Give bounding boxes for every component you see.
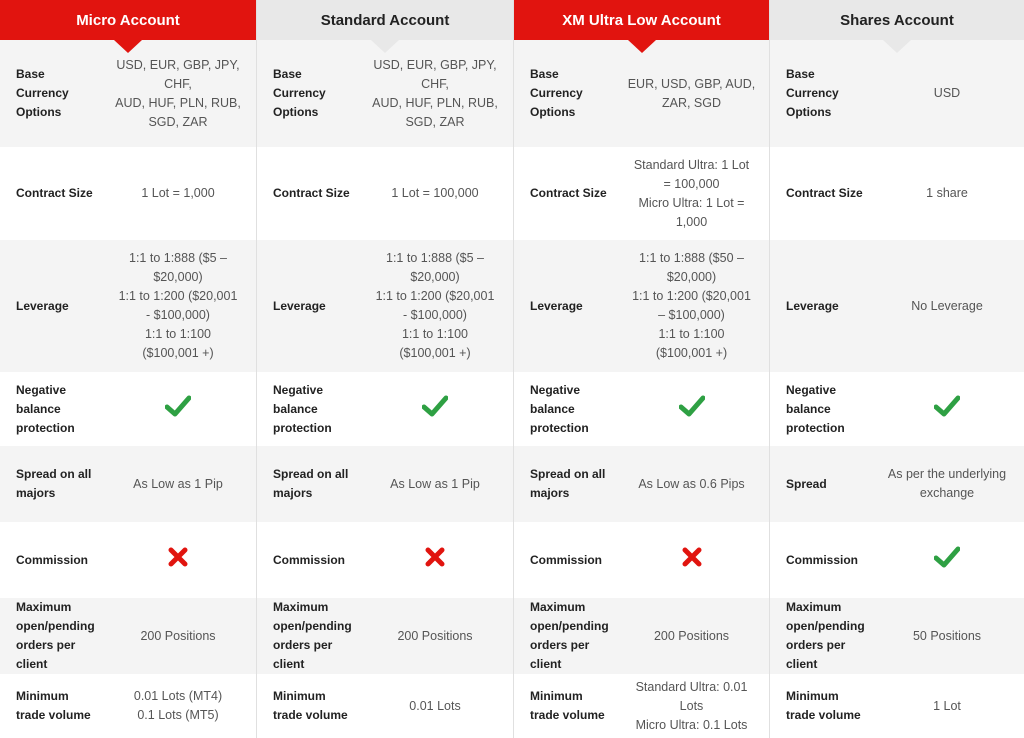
row-label: Contract Size: [16, 186, 93, 200]
row-value: [870, 546, 1024, 574]
row-value: No Leverage: [911, 298, 983, 313]
row-spread: [770, 446, 1024, 522]
row-min-volume: [514, 674, 769, 738]
row-value: 200 Positions: [140, 628, 216, 643]
check-icon: [422, 395, 448, 417]
row-value: 1:1 to 1:888 ($50 – $20,000) 1:1 to 1:200 ($20,001 – $100,000) 1:1 to 1:100 ($100,001 +): [632, 251, 751, 360]
row-leverage: [257, 240, 513, 372]
row-label: Leverage: [786, 298, 839, 313]
row-label: Maximum open/pending orders per client: [273, 600, 352, 671]
row-value: EUR, USD, GBP, AUD, ZAR, SGD: [627, 76, 756, 110]
row-value: 200 Positions: [653, 628, 730, 643]
row-value: Standard Ultra: 1 Lot = 100,000 Micro Ultra: 1 Lot = 1,000: [633, 157, 750, 229]
check-icon: [679, 395, 705, 417]
row-label: Commission: [786, 552, 859, 567]
cross-icon: [681, 546, 703, 568]
row-value: [357, 395, 513, 423]
row-max-orders: [770, 598, 1024, 674]
column-shares-account: [769, 0, 1024, 738]
header-title: Shares Account: [840, 11, 954, 29]
row-commission: [770, 522, 1024, 598]
cross-icon: [424, 546, 446, 568]
row-value: As per the underlying exchange: [887, 467, 1007, 500]
row-label: Base Currency Options: [530, 67, 583, 119]
column-micro-account: [0, 0, 256, 738]
row-base-currency: [770, 40, 1024, 147]
row-min-volume: [257, 674, 513, 738]
row-value: 0.01 Lots (MT4) 0.1 Lots (MT5): [133, 689, 223, 722]
row-value: 1 Lot: [933, 698, 961, 713]
row-value: 1 share: [926, 186, 968, 200]
row-spread: [0, 446, 256, 522]
row-base-currency: [514, 40, 769, 147]
row-label: Commission: [273, 552, 346, 567]
header-title: XM Ultra Low Account: [562, 11, 721, 29]
row-value: [870, 395, 1024, 423]
row-label: Negative balance protection: [16, 382, 75, 435]
row-leverage: [514, 240, 769, 372]
row-value: 1:1 to 1:888 ($5 – $20,000) 1:1 to 1:200 ($20,001 - $100,000) 1:1 to 1:100 ($100,001 +): [375, 251, 495, 360]
row-spread: [257, 446, 513, 522]
row-max-orders: [0, 598, 256, 674]
row-value: USD, EUR, GBP, JPY, CHF, AUD, HUF, PLN, RUB, SGD, ZAR: [372, 57, 498, 129]
row-spread: [514, 446, 769, 522]
row-value: As Low as 1 Pip: [390, 476, 480, 491]
row-value: 1 Lot = 100,000: [391, 186, 479, 200]
cross-icon: [167, 546, 189, 568]
header-pointer-arrow: [371, 40, 399, 53]
check-icon: [934, 395, 960, 417]
row-label: Maximum open/pending orders per client: [530, 600, 609, 671]
row-contract-size: [770, 147, 1024, 240]
row-negative-balance: [257, 372, 513, 446]
row-leverage: [770, 240, 1024, 372]
row-value: [614, 546, 769, 574]
row-label: Leverage: [16, 298, 69, 313]
row-label: Contract Size: [530, 186, 607, 200]
row-label: Spread on all majors: [530, 467, 606, 500]
row-value: USD, EUR, GBP, JPY, CHF, AUD, HUF, PLN, RUB, SGD, ZAR: [115, 57, 241, 129]
row-label: Contract Size: [786, 186, 863, 200]
row-value: Standard Ultra: 0.01 Lots Micro Ultra: 0.1 Lots: [635, 679, 748, 732]
row-label: Spread on all majors: [273, 467, 349, 500]
row-label: Spread: [786, 476, 827, 491]
check-icon: [165, 395, 191, 417]
row-value: As Low as 0.6 Pips: [638, 476, 745, 491]
header-xm-ultra-low-account[interactable]: [514, 0, 769, 40]
row-contract-size: [514, 147, 769, 240]
row-label: Negative balance protection: [530, 382, 589, 435]
row-negative-balance: [0, 372, 256, 446]
row-label: Negative balance protection: [786, 382, 845, 435]
row-label: Commission: [16, 552, 89, 567]
row-label: Minimum trade volume: [786, 689, 861, 722]
row-label: Base Currency Options: [16, 67, 69, 119]
row-label: Negative balance protection: [273, 382, 332, 435]
row-label: Leverage: [530, 298, 583, 313]
row-leverage: [0, 240, 256, 372]
row-label: Maximum open/pending orders per client: [16, 600, 95, 671]
row-contract-size: [257, 147, 513, 240]
header-title: Standard Account: [320, 11, 450, 29]
header-title: Micro Account: [76, 11, 180, 29]
row-max-orders: [257, 598, 513, 674]
row-value: 1 Lot = 1,000: [141, 186, 215, 200]
column-xm-ultra-low-account: [513, 0, 769, 738]
row-value: As Low as 1 Pip: [133, 476, 223, 491]
row-label: Maximum open/pending orders per client: [786, 600, 865, 671]
row-label: Minimum trade volume: [16, 689, 91, 722]
column-standard-account: [256, 0, 513, 738]
row-negative-balance: [514, 372, 769, 446]
header-pointer-arrow: [114, 40, 142, 53]
row-max-orders: [514, 598, 769, 674]
row-contract-size: [0, 147, 256, 240]
row-commission: [514, 522, 769, 598]
row-label: Minimum trade volume: [530, 689, 605, 722]
row-value: 1:1 to 1:888 ($5 – $20,000) 1:1 to 1:200 ($20,001 - $100,000) 1:1 to 1:100 ($100,001 +): [118, 251, 238, 360]
row-commission: [257, 522, 513, 598]
row-value: [357, 546, 513, 574]
row-value: 50 Positions: [912, 628, 982, 643]
row-label: Base Currency Options: [273, 67, 326, 119]
row-value: [614, 395, 769, 423]
header-micro-account[interactable]: [0, 0, 256, 40]
row-label: Commission: [530, 552, 603, 567]
row-label: Spread on all majors: [16, 467, 92, 500]
row-value: 200 Positions: [397, 628, 473, 643]
check-icon: [934, 546, 960, 568]
header-shares-account[interactable]: [770, 0, 1024, 40]
row-base-currency: [257, 40, 513, 147]
row-base-currency: [0, 40, 256, 147]
header-standard-account[interactable]: [257, 0, 513, 40]
header-pointer-arrow: [628, 40, 656, 53]
row-min-volume: [770, 674, 1024, 738]
row-negative-balance: [770, 372, 1024, 446]
row-label: Leverage: [273, 298, 326, 313]
row-value: [100, 546, 256, 574]
row-commission: [0, 522, 256, 598]
row-label: Contract Size: [273, 186, 350, 200]
row-value: USD: [933, 86, 961, 100]
row-label: Base Currency Options: [786, 67, 839, 119]
row-label: Minimum trade volume: [273, 689, 348, 722]
header-pointer-arrow: [883, 40, 911, 53]
row-value: 0.01 Lots: [409, 698, 461, 713]
row-value: [100, 395, 256, 423]
row-min-volume: [0, 674, 256, 738]
